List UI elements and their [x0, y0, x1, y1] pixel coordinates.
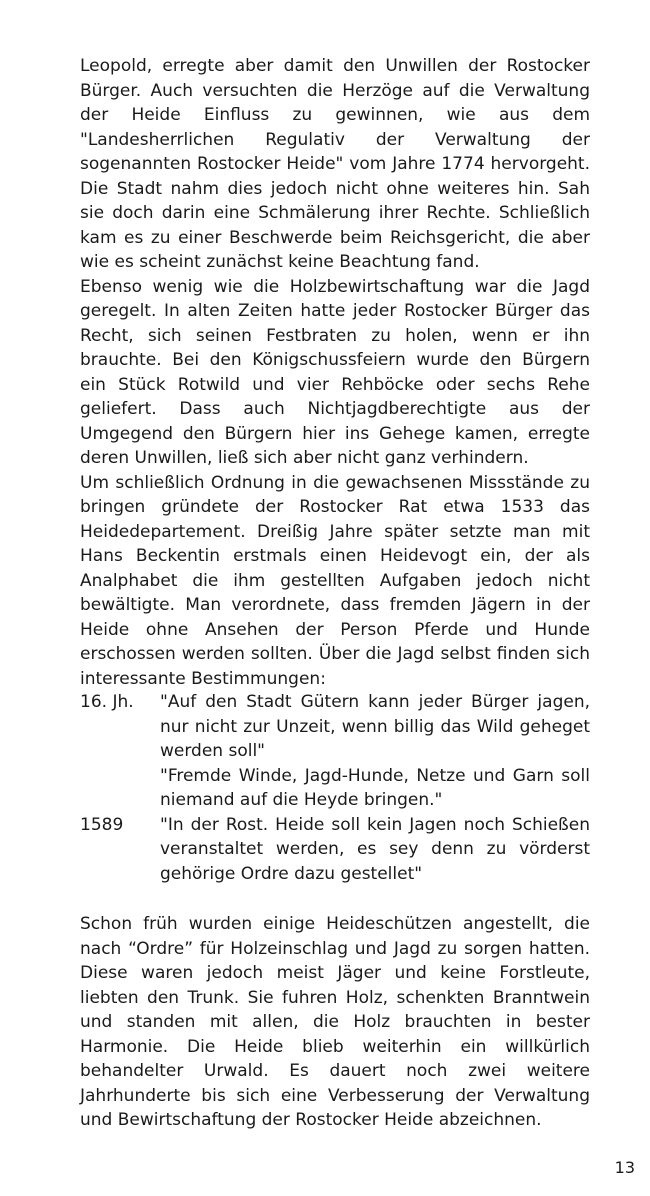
quote-row [80, 764, 590, 813]
paragraph: Schon früh wurden einige Heideschützen angestellt, die nach “Ordre” für Holzeinschlag und Jagd zu sorgen hatten. Diese waren jedoch meist Jäger und keine Forstleute, liebten den Trunk. Sie fuhren Holz, schenkten Branntwein und standen mit allen, die Holz brauchten in bester Harmonie. Die Heide blieb weiterhin ein willkürlich behandelter Urwald. Es dauert noch zwei weitere Jahrhunderte bis sich eine Verbesserung der Verwaltung und Bewirtschaftung der Rostocker Heide abzeichnen. [80, 914, 590, 1130]
quote-row [80, 690, 590, 764]
quote-year [80, 764, 160, 813]
quote-year: 16. Jh. [80, 692, 134, 712]
regulation-quotes [80, 690, 590, 886]
quote-text: "In der Rost. Heide soll kein Jagen noch Schießen veranstaltet werden, es sey denn zu vörderst gehörige Ordre dazu gestellet" [160, 814, 590, 884]
paragraph: Ebenso wenig wie die Holzbewirtschaftung war die Jagd geregelt. In alten Zeiten hatte jeder Rostocker Bürger das Recht, sich seinen Festbraten zu holen, wenn er ihn brauchte. Bei den Königschussfeiern wurde den Bürgern ein Stück Rotwild und vier Rehböcke oder sechs Rehe geliefert. Dass auch Nichtjagdberechtigte aus der Umgegend den Bürgern hier ins Gehege kamen, erregte deren Unwillen, ließ sich aber nicht ganz verhindern. [80, 276, 590, 468]
paragraph: Um schließlich Ordnung in die gewachsenen Missstände zu bringen gründete der Rostocker Rat etwa 1533 das Heidedepartement. Dreißig Jahre später setzte man mit Hans Beckentin erstmals einen Heidevogt ein, der als Analphabet die ihm gestellten Aufgaben jedoch nicht bewältigte. Man verordnete, dass fremden Jägern in der Heide ohne Ansehen der Person Pferde und Hunde erschossen werden sollten. Über die Jagd selbst finden sich interessante Bestimmungen: [80, 472, 590, 689]
text-block-bottom [80, 912, 590, 1133]
text-block-top [80, 54, 590, 691]
page-number: 13 [614, 1158, 635, 1177]
quote-text: "Auf den Stadt Gütern kann jeder Bürger jagen, nur nicht zur Unzeit, wenn billig das Wild geheget werden soll" [160, 692, 590, 761]
quote-row [80, 813, 590, 887]
paragraph: Leopold, erregte aber damit den Unwillen der Rostocker Bürger. Auch versuchten die Herzöge auf die Verwaltung der Heide Einfluss zu gewinnen, wie aus dem "Landesherrlichen Regulativ der Verwaltung der sogenannten Rostocker Heide" vom Jahre 1774 hervorgeht. Die Stadt nahm dies jedoch nicht ohne weiteres hin. Sah sie doch darin eine Schmälerung ihrer Rechte. Schließlich kam es zu einer Beschwerde beim Reichsgericht, die aber wie es scheint zunächst keine Beachtung fand. [80, 56, 590, 272]
quote-year: 1589 [80, 814, 124, 835]
quote-text: "Fremde Winde, Jagd-Hunde, Netze und Garn soll niemand auf die Heyde bringen." [160, 765, 590, 810]
